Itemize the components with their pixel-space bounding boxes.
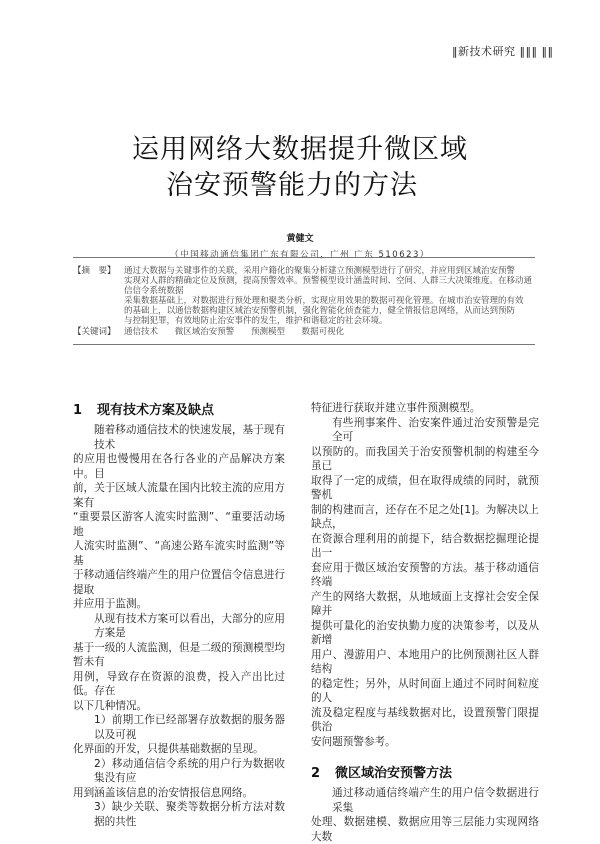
text-line: 安问题预警参考。 [311,735,396,748]
list-item [73,800,285,829]
text-line: 以预防的。而我国关于治安预警机制的构建至今虽已 [311,445,539,472]
text-line: 用例，导致存在资源的浪费，投入产出比过低。存在 [73,670,285,697]
paragraph [311,416,539,750]
text-line: 的应用也慢慢用在各行各业的产品解决方案中。目 [73,453,285,480]
journal-section-header: ‖新技术研究 ‖‖‖ ‖‖ [452,45,554,58]
text-line: 并应用于监测。 [73,598,148,610]
text-line: 1）前期工作已经部署存放数据的服务器以及可视 [94,714,285,741]
affiliation: （中国移动通信集团广东有限公司，广州 广东 510623） [170,250,430,260]
text-line: 制的构建而言，还存在不足之处[1]。为解决以上缺点， [311,503,539,530]
text-line: 套应用于微区域治安预警的方法。基于移动通信终端 [311,561,539,588]
keyword: 预测模型 [250,327,285,337]
abstract-top-rule [73,257,535,258]
paper-title-line-1: 运用网络大数据提升微区域 [132,134,468,165]
abstract-row [73,266,535,326]
author: 黄健文 [286,234,314,244]
list-item [73,713,285,757]
abstract-line: 的基础上，以通信数据构建区域治安预警机制，强化智能化侦查能力，健全情报信息网络，从而达到预防 [124,306,516,316]
text-line: 特征进行获取并建立事件预测模型。 [311,402,481,414]
text-line: 通过移动通信终端产生的用户信令数据进行采集 [332,787,539,814]
keyword: 通信技术 [124,327,159,337]
paper-title-line-2: 治安预警能力的方法 [166,170,418,201]
keyword: 微区域治安预警 [174,327,235,337]
abstract-line: 实现对人群的精确定位及预测，提高预警效率。预警模型设计涵盖时间、空间、人群三大决策维度。在移动通信信令系统数据 [124,276,533,296]
text-line: 化界面的开发，只提供基础数据的呈现。 [73,743,264,755]
abstract-line: 通过大数据与关键事件的关联，采用户籍化的聚集分析建立预测模型进行了研究，并应用到区域治安预警 [124,266,516,276]
text-line: 随着移动通信技术的快速发展，基于现有技术 [94,424,285,451]
text-line: 在资源合理利用的前提下，结合数据挖掘理论提出一 [311,532,539,559]
text-line: 2）移动通信信令系统的用户行为数据收集没有应 [94,757,285,784]
text-line: 处理、数据建模、数据应用等三层能力实现网络大数 [311,816,539,843]
keywords-row [73,327,535,337]
text-line: 于移动通信终端产生的用户位置信令信息进行提取 [73,569,285,596]
text-line: 的稳定性；另外，从时间面上通过不同时间粒度的人 [311,677,539,704]
abstract-bottom-rule [73,344,535,345]
paragraph [73,612,285,714]
spacer [311,749,539,765]
text-line: 用到涵盖该信息的治安情报信息网络。 [73,786,254,799]
abstract-block [73,257,535,345]
text-line: 人流实时监测”、“高速公路车流实时监测”等基 [73,540,285,567]
section-title: 微区域治安预警方法 [335,766,453,781]
abstract-text [124,266,532,326]
text-line: “重要景区游客人流实时监测”、“重要活动场地 [73,511,285,538]
section-number: 2 [311,766,321,781]
section-number: 1 [73,403,83,418]
section-heading-1 [73,402,285,420]
right-column [311,401,539,844]
text-line: 3）缺少关联、聚类等数据分析方法对数据的共性 [94,801,285,828]
paragraph [73,423,285,612]
text-line: 产生的网络大数据，从地域面上支撑社会安全保障并 [311,590,539,617]
keyword: 数据可视化 [301,327,345,337]
section-title: 现有技术方案及缺点 [97,403,215,418]
text-line: 以下几种情况。 [73,699,148,712]
text-line: 用户、漫游用户、本地用户的比例预测社区人群结构 [311,648,539,675]
text-line: 前，关于区域人流量在国内比较主流的应用方案有 [73,482,285,509]
text-line: 有些刑事案件、治安案件通过治安预警是完全可 [332,416,539,443]
left-column [73,402,285,829]
keywords-label: 【关键词】 [73,327,116,337]
paragraph [311,786,539,844]
section-heading-2 [311,765,539,783]
abstract-label: 【摘 要】 [73,266,116,276]
text-line: 流及稳定程度与基线数据对比，设置预警门限提供治 [311,706,539,733]
abstract-line: 采集数据基础上，对数据进行预处理和聚类分析，实现应用效果的数据可视化管理。在城市治安管理的有效 [124,296,524,306]
text-line: 基于一级的人流监测，但是二级的预测模型均暂未有 [73,641,285,668]
keywords-list [124,327,358,337]
text-line: 从现有技术方案可以看出，大部分的应用方案是 [94,612,285,639]
text-line: 取得了一定的成绩，但在取得成绩的同时，就预警机 [311,474,539,501]
list-item [73,757,285,801]
abstract-line: 与控制犯罪，有效地防止治安事件的发生，维护和谐稳定的社会环境。 [124,316,388,326]
text-line: 提供可量化的治安执勤力度的决策参考，以及从新增 [311,619,539,646]
paragraph-continuation [311,401,539,416]
